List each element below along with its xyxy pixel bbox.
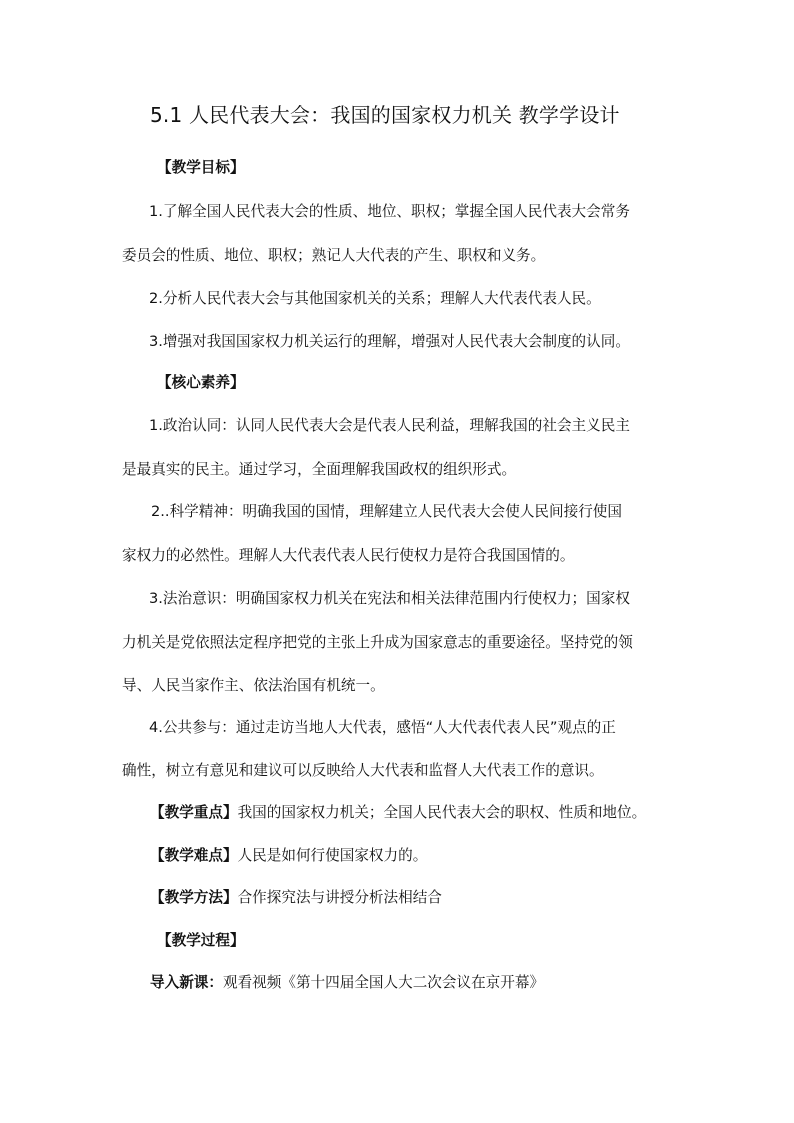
literacy-2-line-1: 2..科学精神：明确我国的国情，理解建立人民代表大会使人民间接行使国 (151, 503, 622, 520)
literacy-3-line-1: 3.法治意识：明确国家权力机关在宪法和相关法律范围内行使权力；国家权 (149, 590, 630, 607)
objective-3: 3.增强对我国国家权力机关运行的理解，增强对人民代表大会制度的认同。 (149, 333, 630, 350)
objective-1-line-1: 1.了解全国人民代表大会的性质、地位、职权；掌握全国人民代表大会常务 (149, 203, 630, 220)
literacy-4-line-2: 确性，树立有意见和建议可以反映给人大代表和监督人大代表工作的意识。 (122, 762, 604, 779)
literacy-3-line-3: 导、人民当家作主、依法治国有机统一。 (122, 677, 385, 694)
key-points-label: 【教学重点】 (150, 804, 238, 821)
literacy-3-line-2: 力机关是党依照法定程序把党的主张上升成为国家意志的重要途径。坚持党的领 (122, 634, 633, 651)
literacy-1-line-1: 1.政治认同：认同人民代表大会是代表人民利益，理解我国的社会主义民主 (149, 417, 630, 434)
objectives-heading: 【教学目标】 (157, 159, 245, 176)
objective-1-line-2: 委员会的性质、地位、职权；熟记人大代表的产生、职权和义务。 (122, 247, 546, 264)
method-text: 合作探究法与讲授分析法相结合 (237, 889, 442, 906)
method-row (150, 888, 442, 908)
difficulty-text: 人民是如何行使国家权力的。 (237, 847, 428, 864)
key-points-row (150, 803, 646, 823)
intro-text: 观看视频《第十四届全国人大二次会议在京开幕》 (222, 974, 545, 991)
method-label: 【教学方法】 (150, 889, 238, 906)
literacy-heading: 【核心素养】 (157, 374, 245, 391)
literacy-1-line-2: 是最真实的民主。通过学习，全面理解我国政权的组织形式。 (122, 461, 517, 478)
literacy-4-line-1: 4.公共参与：通过走访当地人大代表，感悟“人大代表代表人民”观点的正 (149, 719, 616, 736)
key-points-text: 我国的国家权力机关；全国人民代表大会的职权、性质和地位。 (237, 804, 647, 821)
difficulty-label: 【教学难点】 (150, 847, 238, 864)
document-title: 5.1 人民代表大会：我国的国家权力机关 教学学设计 (150, 103, 620, 127)
process-heading: 【教学过程】 (157, 932, 245, 949)
difficulty-row (150, 846, 427, 866)
intro-label: 导入新课： (150, 974, 223, 991)
intro-row (150, 973, 544, 993)
literacy-2-line-2: 家权力的必然性。理解人大代表代表人民行使权力是符合我国国情的。 (122, 547, 575, 564)
objective-2: 2.分析人民代表大会与其他国家机关的关系；理解人大代表代表人民。 (149, 290, 601, 307)
